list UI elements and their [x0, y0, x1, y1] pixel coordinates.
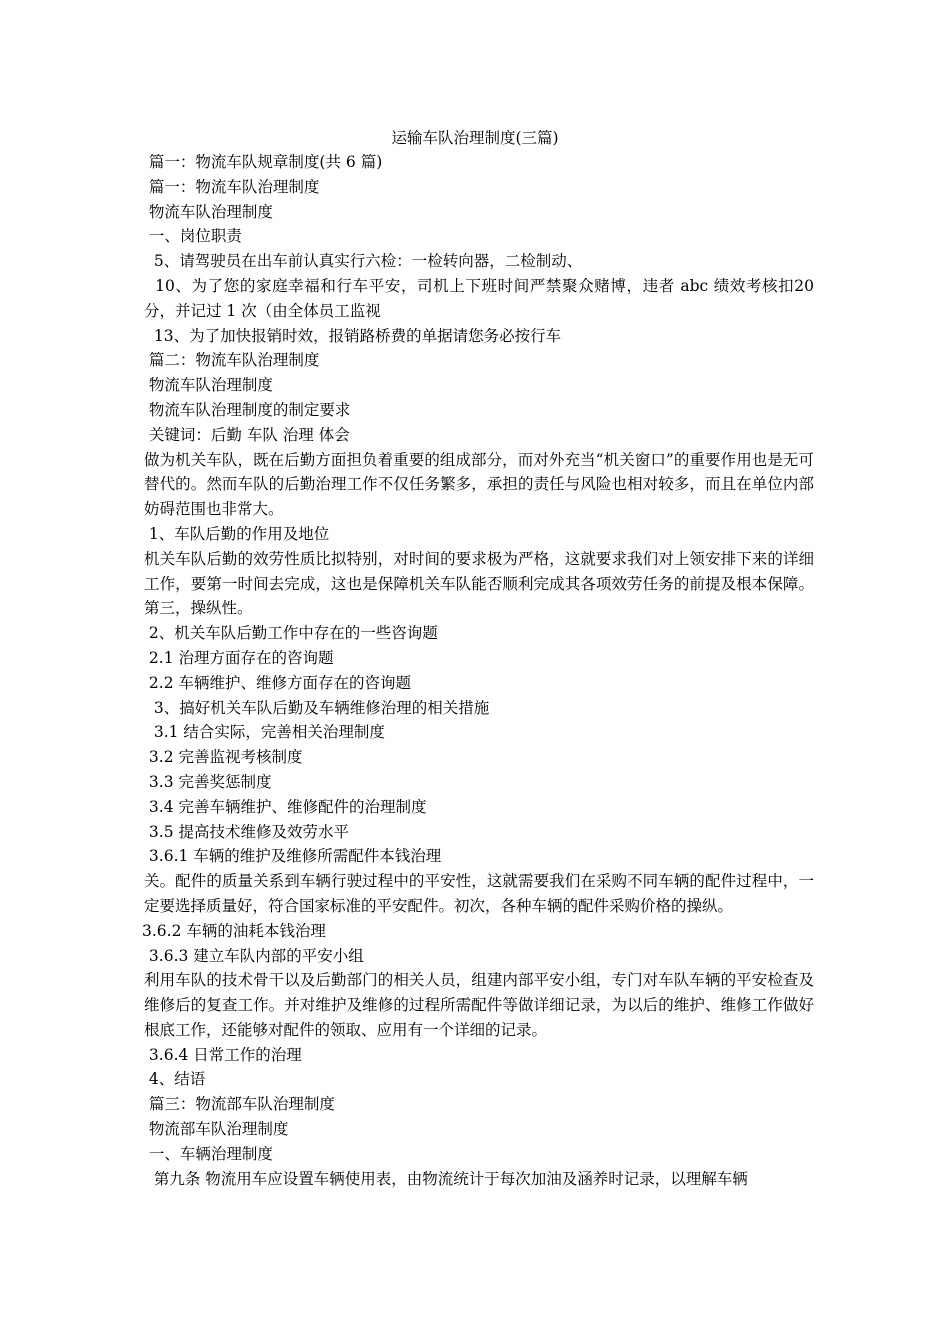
text-line: 3.6.2 车辆的油耗本钱治理: [142, 921, 326, 940]
text-line: 第九条 物流用车应设置车辆使用表，由物流统计于每次加油及涵养时记录，以理解车辆: [144, 1169, 748, 1188]
text-line: 物流车队治理制度: [144, 376, 273, 395]
text-line: 3.6.1 车辆的维护及维修所需配件本钱治理: [144, 847, 442, 866]
text-line: 3.5 提高技术维修及效劳水平: [144, 822, 350, 841]
text-line: 物流车队治理制度的制定要求: [144, 400, 351, 419]
text-line: 4、结语: [144, 1070, 206, 1089]
paragraph: 机关车队后勤的效劳性质比拟特别，对时间的要求极为严格，这就要求我们对上领安排下来的详细工作，要第一时间去完成，这也是保障机关车队能否顺利完成其各项效劳任务的前提及根本保障。第三，操纵性。: [144, 549, 814, 618]
section-heading: 篇一：物流车队治理制度: [144, 177, 320, 196]
text-line: 一、车辆治理制度: [144, 1144, 273, 1163]
text-line: 一、岗位职责: [144, 227, 242, 246]
text-line: 3.6.3 建立车队内部的平安小组: [144, 946, 364, 965]
section-heading: 篇一：物流车队规章制度(共 6 篇): [144, 153, 383, 171]
document-body: [142, 150, 819, 1191]
document-title: 运输车队治理制度(三篇): [391, 129, 559, 147]
text-line: 物流部车队治理制度: [144, 1120, 289, 1139]
text-line: 2.2 车辆维护、维修方面存在的咨询题: [144, 673, 412, 692]
text-line: 3.6.4 日常工作的治理: [144, 1045, 302, 1064]
text-line: 2.1 治理方面存在的咨询题: [144, 648, 334, 667]
text-line: 3.2 完善监视考核制度: [144, 748, 303, 767]
text-line: 3.1 结合实际，完善相关治理制度: [144, 723, 385, 742]
text-line: 2、机关车队后勤工作中存在的一些咨询题: [144, 624, 438, 643]
section-heading: 篇二：物流车队治理制度: [144, 351, 320, 370]
paragraph: 利用车队的技术骨干以及后勤部门的相关人员，组建内部平安小组，专门对车队车辆的平安检查及维修后的复查工作。并对维护及维修的过程所需配件等做详细记录，为以后的维护、维修工作做好根底工作，还能够对配件的领取、应用有一个详细的记录。: [144, 971, 814, 1039]
text-line: 5、请驾驶员在出车前认真实行六检：一检转向器，二检制动、: [144, 252, 583, 271]
text-line: 3.3 完善奖惩制度: [144, 772, 272, 791]
text-line: 3、搞好机关车队后勤及车辆维修治理的相关措施: [144, 698, 490, 717]
text-line: 物流车队治理制度: [144, 202, 273, 221]
paragraph: 做为机关车队，既在后勤方面担负着重要的组成部分，而对外充当“机关窗口”的重要作用也是无可替代的。然而车队的后勤治理工作不仅任务繁多，承担的责任与风险也相对较多，而且在单位内部妨碍范围也非常大。: [144, 450, 814, 519]
paragraph: 关。配件的质量关系到车辆行驶过程中的平安性，这就需要我们在采购不同车辆的配件过程中，一定要选择质量好，符合国家标准的平安配件。初次，各种车辆的配件采购价格的操纵。: [144, 872, 814, 915]
text-line: 1、车队后勤的作用及地位: [144, 524, 330, 543]
section-heading: 篇三：物流部车队治理制度: [144, 1095, 335, 1114]
paragraph: 10、为了您的家庭幸福和行车平安，司机上下班时间严禁聚众赌博，违者 abc 绩效考核扣20 分，并记过 1 次（由全体员工监视: [144, 276, 819, 320]
text-line: 3.4 完善车辆维护、维修配件的治理制度: [144, 797, 427, 816]
keywords-line: 关键词：后勤 车队 治理 体会: [144, 425, 350, 444]
text-line: 13、为了加快报销时效，报销路桥费的单据请您务必按行车: [144, 326, 562, 345]
